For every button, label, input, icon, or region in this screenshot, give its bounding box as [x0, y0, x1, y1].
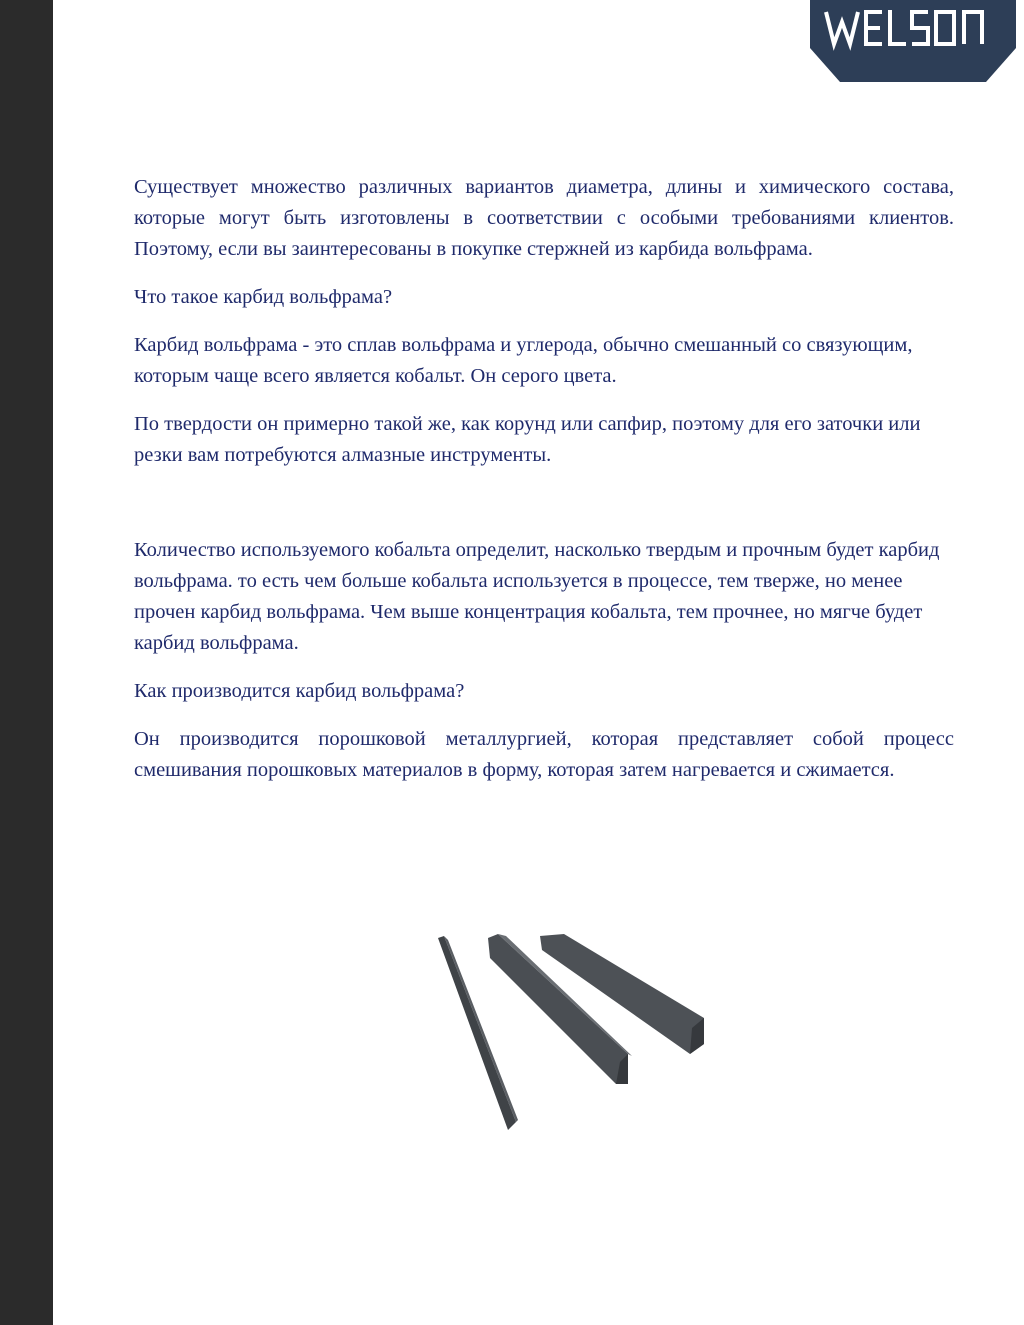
- paragraph-hardness: По твердости он примерно такой же, как корунд или сапфир, поэтому для его заточки или резки вам потребуются алмазные инструменты.: [134, 413, 921, 466]
- paragraph-cobalt: Количество используемого кобальта определит, насколько твердым и прочным будет карбид вольфрама. то есть чем больше кобальта используется в процессе, тем тверже, но менее прочен карбид вольфрама. Чем выше концентрация кобальта, тем прочнее, но мягче будет карбид вольфрама.: [134, 539, 940, 654]
- side-bar: [0, 0, 53, 1325]
- heading-how-is-it-made: Как производится карбид вольфрама?: [134, 680, 465, 702]
- welson-logo: [810, 0, 1016, 82]
- spacer: [134, 488, 954, 535]
- carbide-strips-image: [436, 932, 708, 1138]
- paragraph-intro: Существует множество различных вариантов диаметра, длины и химического состава, которые могут быть изготовлены в соответствии с особыми требованиями клиентов. Поэтому, если вы заинтересованы в покупке стержней из карбида вольфрама.: [134, 176, 954, 260]
- article-body: [134, 172, 954, 803]
- heading-what-is-tungsten-carbide: Что такое карбид вольфрама?: [134, 286, 393, 308]
- paragraph-production: Он производится порошковой металлургией, которая представляет собой процесс смешивания порошковых материалов в форму, которая затем нагревается и сжимается.: [134, 728, 954, 781]
- paragraph-definition: Карбид вольфрама - это сплав вольфрама и углерода, обычно смешанный со связующим, которым чаще всего является кобальт. Он серого цвета.: [134, 334, 913, 387]
